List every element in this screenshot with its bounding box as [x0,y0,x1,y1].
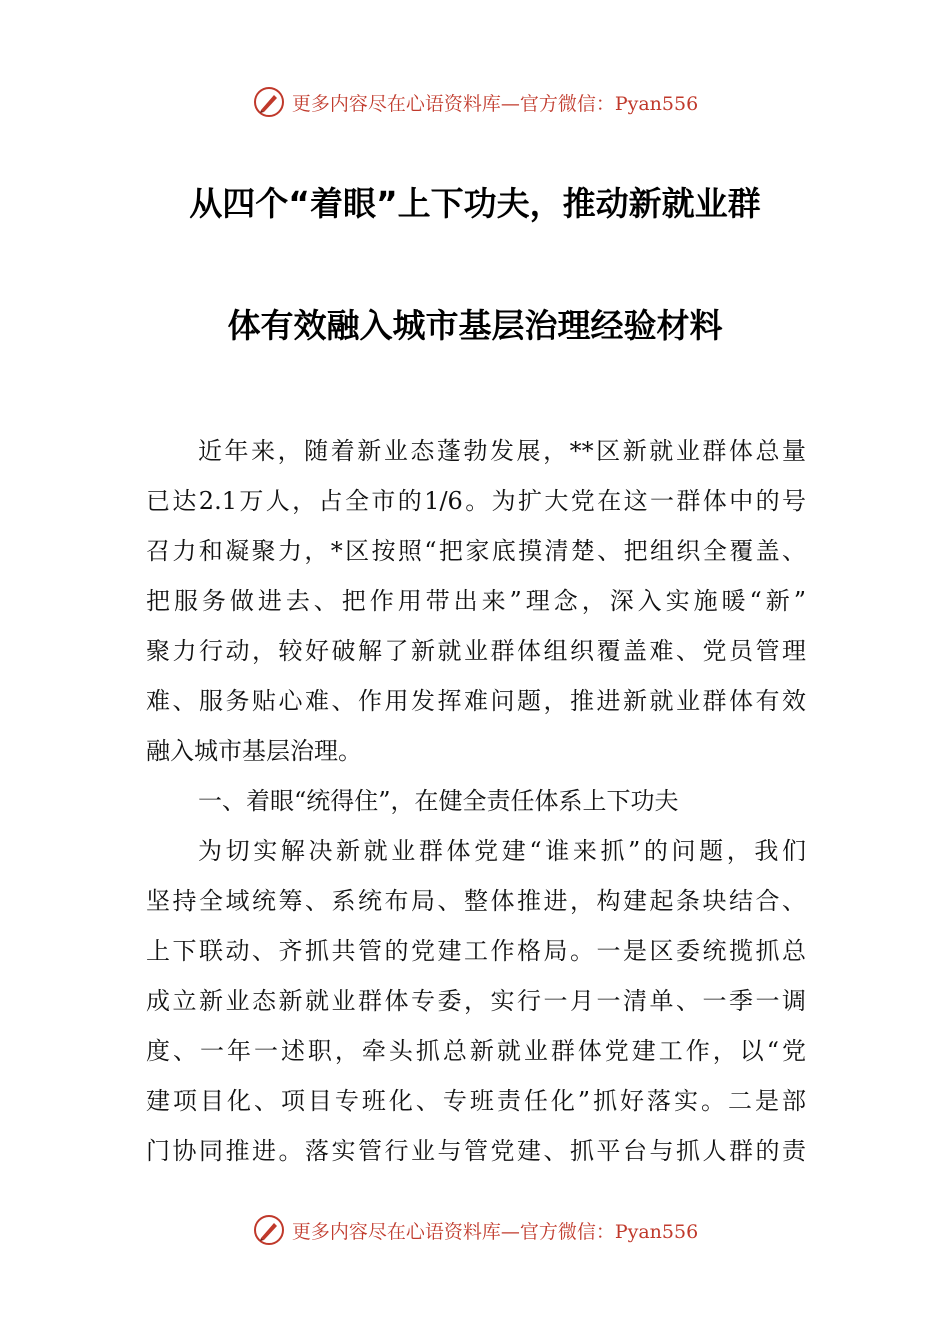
body-line: 近年来，随着新业态蓬勃发展，**区新就业群体总量 [198,437,806,465]
document-title-line-2: 体有效融入城市基层治理经验材料 [227,306,723,345]
body-line: 上下联动、齐抓共管的党建工作格局。一是区委统揽抓总 [146,937,806,965]
document-title-line-1: 从四个“着眼”上下功夫，推动新就业群 [189,184,761,223]
body-line: 难、服务贴心难、作用发挥难问题，推进新就业群体有效 [146,687,806,715]
body-line: 把服务做进去、把作用带出来”理念，深入实施暖“新” [146,587,806,615]
pen-logo-icon [252,1213,286,1247]
pen-logo-icon [252,85,286,119]
body-line: 召力和凝聚力，*区按照“把家底摸清楚、把组织全覆盖、 [146,537,806,565]
body-line: 为切实解决新就业群体党建“谁来抓”的问题，我们 [198,837,806,865]
body-line: 成立新业态新就业群体专委，实行一月一清单、一季一调 [146,987,806,1015]
body-line: 门协同推进。落实管行业与管党建、抓平台与抓人群的责 [146,1137,806,1165]
body-line: 融入城市基层治理。 [146,737,362,765]
watermark-text: 更多内容尽在心语资料库—官方微信：Pyan556 [291,1220,699,1243]
body-line: 度、一年一述职，牵头抓总新就业群体党建工作，以“党 [146,1037,806,1065]
body-line: 聚力行动，较好破解了新就业群体组织覆盖难、党员管理 [146,637,806,665]
header-watermark-banner [0,82,950,122]
body-line: 建项目化、项目专班化、专班责任化”抓好落实。二是部 [146,1087,806,1115]
document-body [146,426,806,1176]
watermark-text: 更多内容尽在心语资料库—官方微信：Pyan556 [291,92,699,115]
body-line: 已达2.1万人，占全市的1/6。为扩大党在这一群体中的号 [146,487,806,515]
body-line: 坚持全域统筹、系统布局、整体推进，构建起条块结合、 [146,887,806,915]
section-heading: 一、着眼“统得住”，在健全责任体系上下功夫 [198,787,679,815]
footer-watermark-banner [0,1210,950,1250]
